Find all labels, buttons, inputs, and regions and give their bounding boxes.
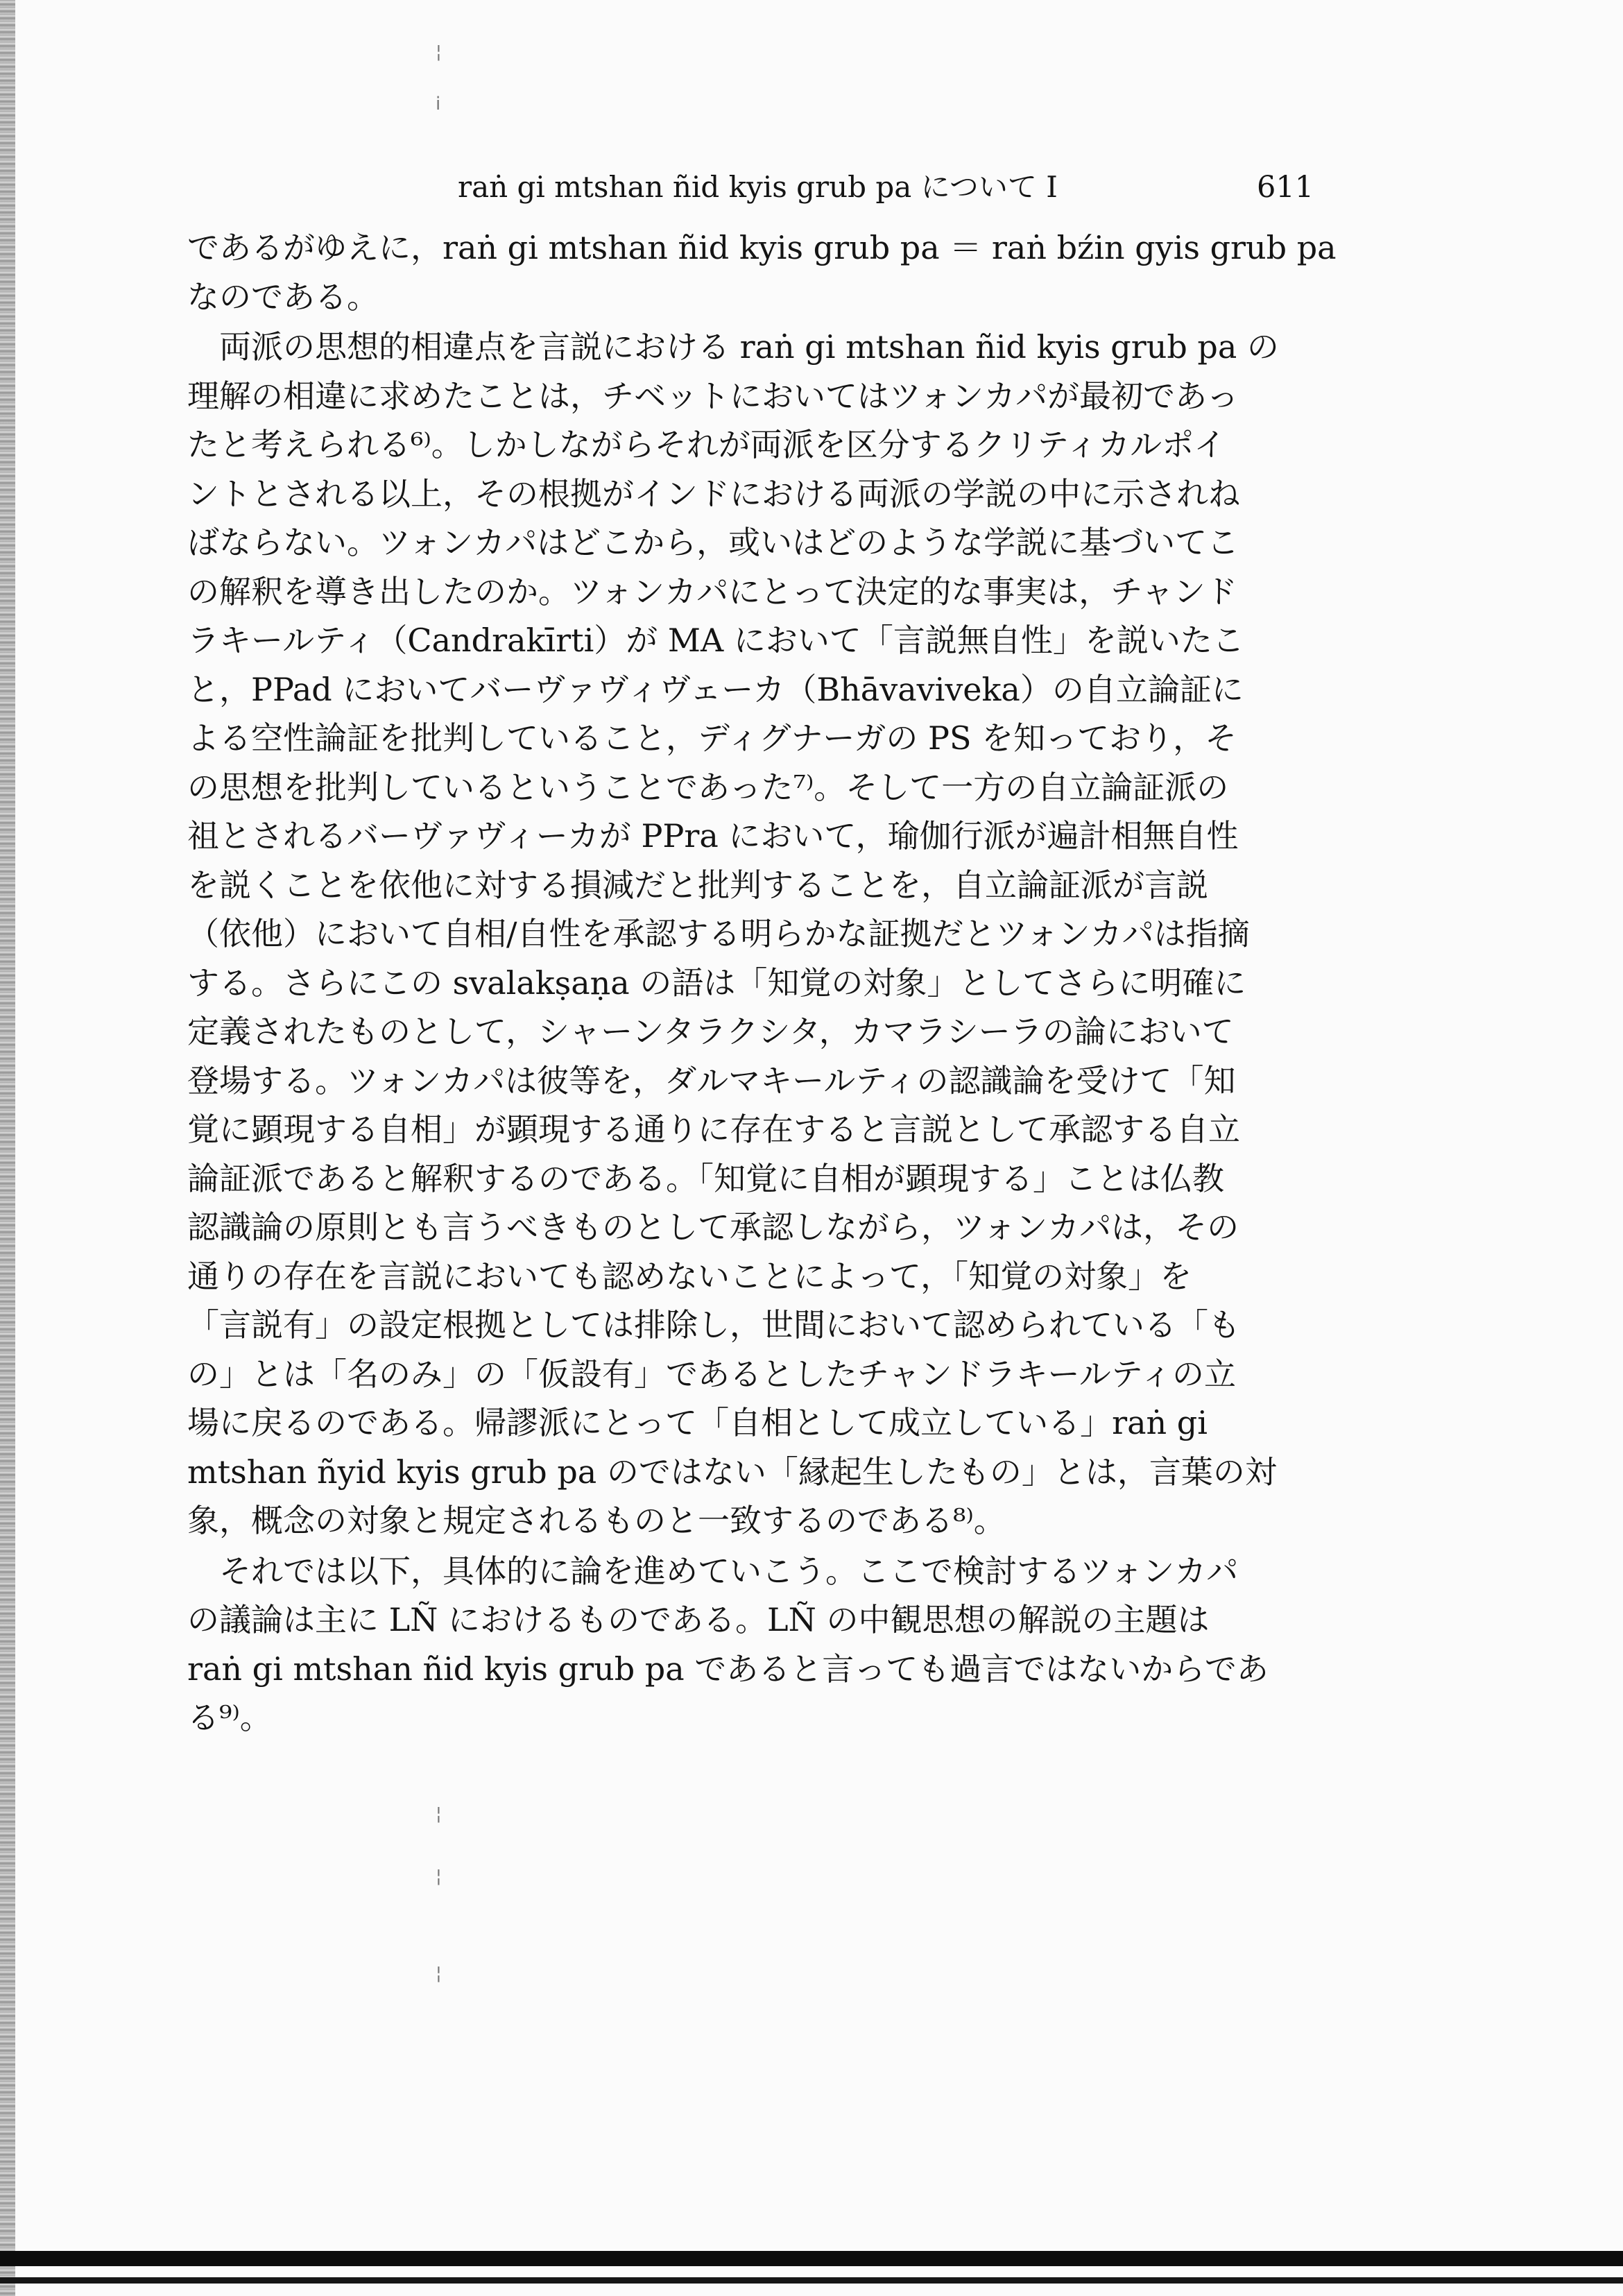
text-line: 理解の相違に求めたことは，チベットにおいてはツォンカパが最初であっ: [187, 377, 1239, 415]
text-line: raṅ gi mtshan ñid kyis grub pa であると言っても過言ではないからであ: [187, 1650, 1269, 1688]
scan-bottom-rule: [0, 2251, 1623, 2266]
text-line: なのである。: [187, 277, 379, 316]
text-line: 認識論の原則とも言うべきものとして承認しながら，ツォンカパは，その: [187, 1208, 1239, 1246]
text-line: 祖とされるバーヴァヴィーカが PPra において，瑜伽行派が遍計相無自性: [187, 817, 1239, 855]
scan-edge-shadow: [0, 0, 15, 2296]
running-head: [458, 166, 1332, 208]
text-line: 通りの存在を言説においても認めないことによって，「知覚の対象」を: [187, 1257, 1192, 1295]
text-line: 登場する。ツォンカパは彼等を，ダルマキールティの認識論を受けて「知: [187, 1061, 1236, 1099]
scan-speck: ⅰ: [436, 94, 441, 114]
text-line: 場に戻るのである。帰謬派にとって「自相として成立している」raṅ gi: [187, 1404, 1208, 1441]
text-line: 定義されたものとして，シャーンタラクシタ，カマラシーラの論において: [187, 1013, 1234, 1050]
scan-speck: ¦: [436, 1804, 442, 1824]
text-line: する。さらにこの svalakṣaṇa の語は「知覚の対象」としてさらに明確に: [187, 963, 1246, 1002]
text-line: の解釈を導き出したのか。ツォンカパにとって決定的な事実は，チャンド: [187, 572, 1237, 610]
text-line: の議論は主に LÑ におけるものである。LÑ の中観思想の解説の主題は: [187, 1601, 1210, 1638]
running-head-title: raṅ gi mtshan ñid kyis grub pa について Ⅰ: [458, 170, 1058, 204]
page-number: 611: [1257, 170, 1314, 205]
text-line: 象，概念の対象と規定されるものと一致するのである⁸⁾。: [187, 1502, 1006, 1539]
body-text: [187, 223, 1346, 1742]
text-line: mtshan ñyid kyis grub pa のではない「縁起生したもの」とは，言葉の対: [187, 1453, 1277, 1491]
text-line: それでは以下，具体的に論を進めていこう。ここで検討するツォンカパ: [219, 1552, 1239, 1590]
text-line: と，PPad においてバーヴァヴィヴェーカ（Bhāvaviveka）の自立論証に: [187, 670, 1244, 708]
text-line: 覚に顕現する自相」が顕現する通りに存在すると言説として承認する自立: [187, 1111, 1240, 1148]
text-line: ントとされる以上，その根拠がインドにおける両派の学説の中に示されね: [187, 474, 1240, 513]
text-line: であるがゆえに，raṅ gi mtshan ñid kyis grub pa ＝ raṅ bźin gyis grub pa: [187, 229, 1337, 266]
scan-bottom-rule: [0, 2277, 1623, 2284]
text-line: 「言説有」の設定根拠としては排除し，世間において認められている「も: [187, 1306, 1240, 1344]
text-line: 両派の思想的相違点を言説における raṅ gi mtshan ñid kyis grub pa の: [219, 328, 1279, 366]
text-line: 論証派であると解釈するのである。「知覚に自相が顕現する」ことは仏教: [187, 1159, 1224, 1197]
scan-speck: ¦: [436, 1866, 442, 1887]
text-line: よる空性論証を批判していること，ディグナーガの PS を知っており，そ: [187, 719, 1237, 757]
scan-speck: ¦: [436, 1963, 442, 1984]
text-line: ばならない。ツォンカパはどこから，或いはどのような学説に基づいてこ: [187, 524, 1239, 561]
text-line: ラキールティ（Candrakīrti）が MA において「言説無自性」を説いたこ: [187, 622, 1244, 659]
text-line: を説くことを依他に対する損減だと批判することを，自立論証派が言説: [187, 866, 1208, 904]
text-line: （依他）において自相/自性を承認する明らかな証拠だとツォンカパは指摘: [187, 915, 1250, 952]
text-line: る⁹⁾。: [187, 1699, 272, 1736]
text-line: の」とは「名のみ」の「仮設有」であるとしたチャンドラキールティの立: [187, 1355, 1237, 1393]
text-line: たと考えられる⁶⁾。しかしながらそれが両派を区分するクリティカルポイ: [187, 426, 1226, 463]
scan-speck: ¦: [436, 42, 442, 62]
text-line: の思想を批判しているということであった⁷⁾。そして一方の自立論証派の: [187, 768, 1229, 806]
